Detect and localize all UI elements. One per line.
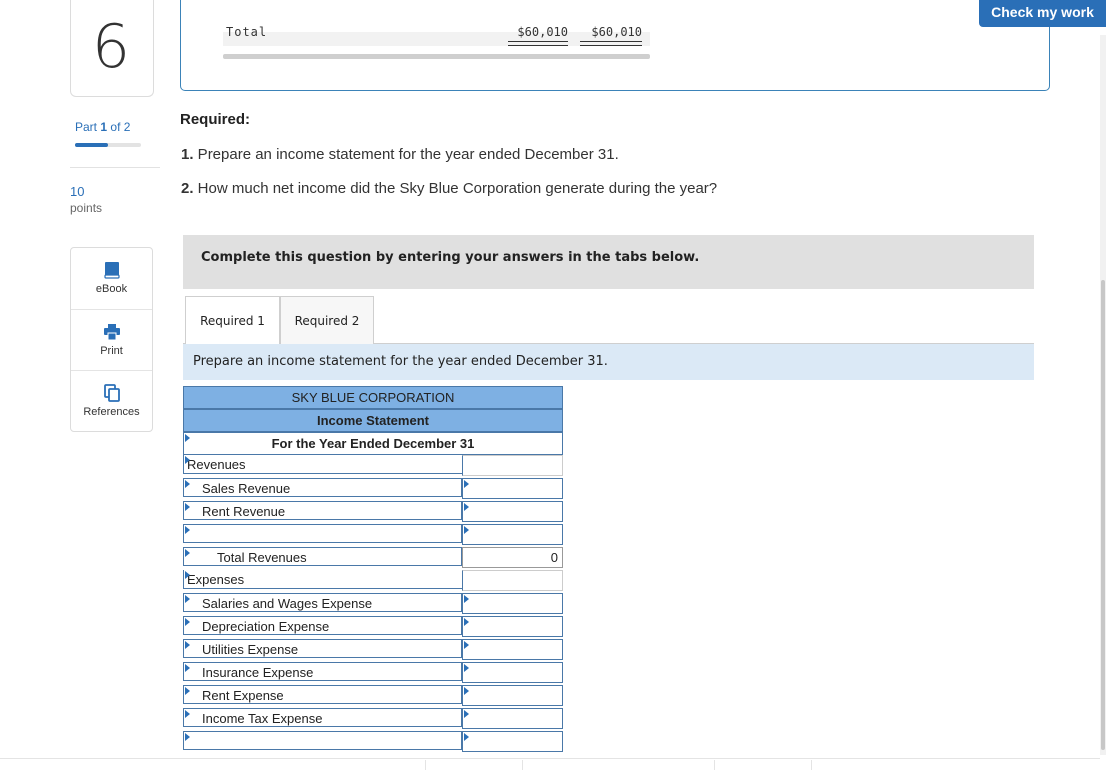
amount-value <box>558 711 562 726</box>
given-total-label: Total <box>226 25 268 39</box>
statement-row <box>183 593 563 614</box>
tab-required-1[interactable]: Required 1 <box>185 296 280 345</box>
statement-row <box>183 708 563 729</box>
dropdown-marker-icon <box>185 641 190 649</box>
row-label-text: Sales Revenue <box>202 481 291 496</box>
horizontal-scrollbar[interactable] <box>223 54 650 59</box>
statement-period[interactable] <box>183 432 563 455</box>
row-amount <box>462 570 563 591</box>
row-label-text: Income Tax Expense <box>202 711 323 726</box>
input-marker-icon <box>464 710 469 718</box>
row-label-text: Revenues <box>187 457 246 472</box>
total-amount <box>462 547 563 568</box>
row-label-text: Expenses <box>187 572 245 587</box>
dropdown-marker-icon <box>185 434 190 442</box>
amount-value <box>558 734 562 749</box>
double-underline <box>580 41 642 46</box>
row-label[interactable] <box>183 662 462 681</box>
amount-input[interactable] <box>462 501 563 522</box>
row-label[interactable] <box>183 685 462 704</box>
row-label[interactable] <box>183 708 462 727</box>
tab-required-2[interactable]: Required 2 <box>280 296 374 345</box>
required-heading: Required: <box>180 111 251 128</box>
footer-tick <box>425 760 426 770</box>
row-label[interactable] <box>183 524 462 543</box>
row-label[interactable] <box>183 547 462 566</box>
required-item-number: 2. <box>181 180 194 197</box>
dropdown-marker-icon <box>185 710 190 718</box>
statement-period-text: For the Year Ended December 31 <box>271 436 475 451</box>
part-progress-fill <box>75 143 108 147</box>
amount-input[interactable] <box>462 616 563 637</box>
statement-company: SKY BLUE CORPORATION <box>183 386 563 409</box>
required-item-text: Prepare an income statement for the year ended December 31. <box>193 146 619 163</box>
references-icon <box>102 383 122 403</box>
row-label[interactable] <box>183 570 462 589</box>
footer-tick <box>522 760 523 770</box>
row-label[interactable] <box>183 593 462 612</box>
amount-input[interactable] <box>462 685 563 706</box>
row-label-text: Rent Expense <box>202 688 284 703</box>
dropdown-marker-icon <box>185 526 190 534</box>
dropdown-marker-icon <box>185 571 190 579</box>
required-item-2 <box>181 180 717 197</box>
amount-input[interactable] <box>462 478 563 499</box>
row-label-text: Depreciation Expense <box>202 619 330 634</box>
amount-value: 0 <box>550 550 558 565</box>
amount-value <box>558 619 562 634</box>
amount-input[interactable] <box>462 708 563 729</box>
page-scrollbar-thumb[interactable] <box>1101 280 1105 750</box>
check-my-work-button[interactable]: Check my work <box>979 0 1106 27</box>
print-button[interactable] <box>71 309 152 371</box>
statement-row <box>183 616 563 637</box>
dropdown-marker-icon <box>185 664 190 672</box>
input-marker-icon <box>464 595 469 603</box>
part-label: Part <box>75 120 98 134</box>
dropdown-marker-icon <box>185 687 190 695</box>
footer-divider <box>0 758 1100 759</box>
points-value: 10 <box>70 184 85 199</box>
input-marker-icon <box>464 480 469 488</box>
ebook-button[interactable] <box>71 248 152 309</box>
required-item-number: 1. <box>181 146 194 163</box>
dropdown-marker-icon <box>185 456 190 464</box>
references-label: References <box>83 406 140 418</box>
double-underline <box>508 41 568 46</box>
row-label[interactable] <box>183 501 462 520</box>
row-label[interactable] <box>183 616 462 635</box>
row-label-text: Rent Revenue <box>202 504 286 519</box>
instructions-text: Complete this question by entering your answers in the tabs below. <box>201 250 700 265</box>
amount-input[interactable] <box>462 662 563 683</box>
required-item-1 <box>181 146 619 163</box>
row-label[interactable] <box>183 639 462 658</box>
input-marker-icon <box>464 664 469 672</box>
references-button[interactable] <box>71 370 152 432</box>
dropdown-marker-icon <box>185 595 190 603</box>
statement-row <box>183 662 563 683</box>
row-label-text: Salaries and Wages Expense <box>202 596 373 611</box>
tools-panel <box>70 247 153 432</box>
book-icon <box>102 260 122 280</box>
ebook-label: eBook <box>95 283 128 295</box>
statement-row <box>183 731 563 752</box>
row-label[interactable] <box>183 455 462 474</box>
row-label[interactable] <box>183 731 462 750</box>
dropdown-marker-icon <box>185 733 190 741</box>
amount-value <box>558 688 562 703</box>
statement-row <box>183 547 563 568</box>
statement-row <box>183 455 563 476</box>
input-marker-icon <box>464 733 469 741</box>
given-total-credit: $60,010 <box>591 25 642 39</box>
statement-row <box>183 478 563 499</box>
statement-row <box>183 501 563 522</box>
amount-value <box>558 481 562 496</box>
amount-value <box>558 596 562 611</box>
part-indicator <box>75 120 130 134</box>
rail-divider <box>70 167 160 168</box>
part-of: of 2 <box>110 120 131 134</box>
statement-row <box>183 570 563 591</box>
amount-input[interactable] <box>462 731 563 752</box>
footer-tick <box>811 760 812 770</box>
points-label: points <box>70 201 103 215</box>
dropdown-marker-icon <box>185 480 190 488</box>
input-marker-icon <box>464 641 469 649</box>
dropdown-marker-icon <box>185 618 190 626</box>
required-item-text: How much net income did the Sky Blue Corporation generate during the year? <box>193 180 718 197</box>
statement-row <box>183 685 563 706</box>
given-total-debit: $60,010 <box>517 25 568 39</box>
dropdown-marker-icon <box>185 549 190 557</box>
part-current: 1 <box>100 120 108 134</box>
input-marker-icon <box>464 687 469 695</box>
question-number: 6 <box>91 12 131 82</box>
input-marker-icon <box>464 618 469 626</box>
row-label-text: Total Revenues <box>217 550 307 565</box>
dropdown-marker-icon <box>185 503 190 511</box>
tab-instruction-text: Prepare an income statement for the year ended December 31. <box>193 354 608 369</box>
statement-row <box>183 524 563 545</box>
print-label: Print <box>100 345 123 357</box>
row-label[interactable] <box>183 478 462 497</box>
amount-input[interactable] <box>462 593 563 614</box>
amount-value <box>558 504 562 519</box>
amount-value <box>558 665 562 680</box>
statement-row <box>183 639 563 660</box>
row-amount <box>462 455 563 476</box>
printer-icon <box>102 322 122 342</box>
statement-title: Income Statement <box>183 409 563 432</box>
row-label-text: Insurance Expense <box>202 665 314 680</box>
footer-tick <box>714 760 715 770</box>
row-label-text: Utilities Expense <box>202 642 299 657</box>
amount-input[interactable] <box>462 639 563 660</box>
amount-value <box>558 642 562 657</box>
input-marker-icon <box>464 503 469 511</box>
input-marker-icon <box>464 526 469 534</box>
amount-value <box>558 527 562 542</box>
amount-input[interactable] <box>462 524 563 545</box>
